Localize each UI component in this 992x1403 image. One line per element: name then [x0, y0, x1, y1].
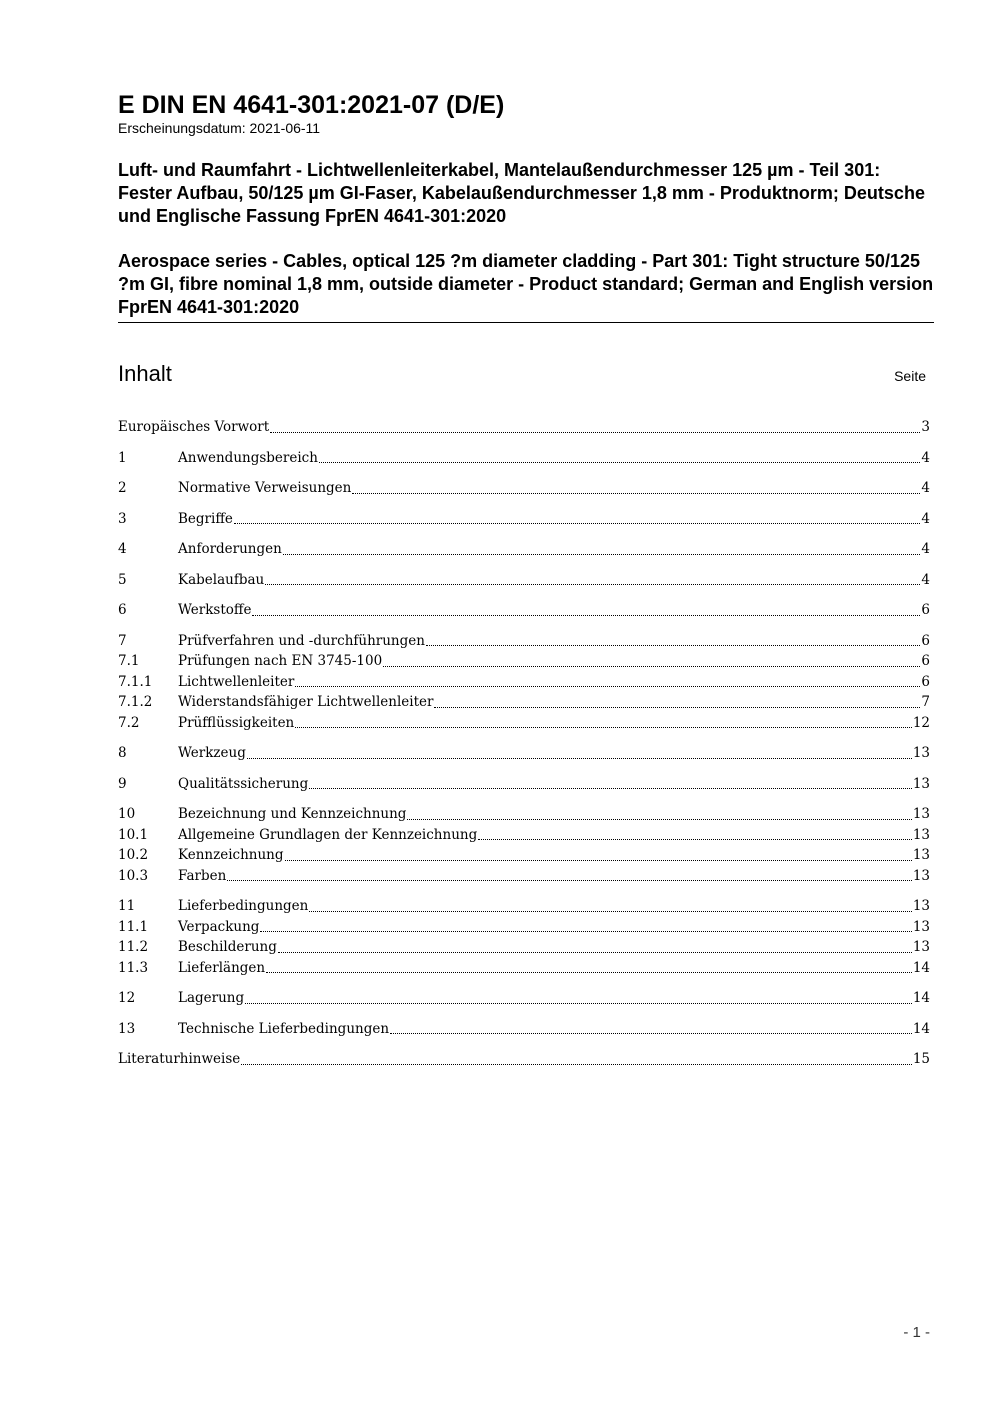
toc-entry-number: 6	[118, 602, 127, 618]
toc-entry-page: 6	[921, 673, 930, 690]
toc-leader-dots	[234, 523, 921, 524]
toc-leader-dots	[260, 931, 911, 932]
document-id: E DIN EN 4641-301:2021-07 (D/E)	[118, 91, 505, 119]
toc-entry-10[interactable]	[118, 804, 930, 825]
toc-entry-number: 13	[118, 1020, 136, 1037]
toc-entry-page: 14	[912, 959, 930, 976]
toc-entry-label: Lieferbedingungen	[178, 898, 309, 914]
toc-entry-10-3[interactable]	[118, 866, 930, 887]
toc-entry-number: 8	[118, 745, 127, 761]
toc-entry-11-1[interactable]	[118, 917, 930, 938]
toc-entry-9[interactable]	[118, 774, 930, 795]
toc-entry-label: Widerstandsfähiger Lichtwellenleiter	[178, 694, 434, 710]
toc-entry-label: Normative Verweisungen	[178, 480, 352, 496]
toc-leader-dots	[283, 554, 921, 555]
toc-entry-7-1-1[interactable]	[118, 672, 930, 693]
toc-leader-dots	[241, 1064, 912, 1065]
toc-entry-11-3[interactable]	[118, 958, 930, 979]
toc-entry-7-2[interactable]	[118, 713, 930, 734]
toc-entry-label: Anwendungsbereich	[178, 449, 318, 466]
toc-entry-page: 13	[912, 775, 930, 792]
toc-entry-number: 11.3	[118, 959, 149, 976]
toc-entry-page: 13	[912, 939, 930, 955]
toc-entry-label: Lagerung	[178, 990, 245, 1006]
toc-entry-page: 6	[921, 602, 930, 618]
toc-leader-dots	[478, 839, 912, 840]
toc-entry-number: 7.1	[118, 653, 140, 669]
toc-entry-7-1[interactable]	[118, 651, 930, 672]
toc-leader-dots	[285, 860, 912, 861]
toc-entry-7[interactable]	[118, 631, 930, 652]
toc-title: Inhalt	[118, 361, 172, 386]
toc-entry-11[interactable]	[118, 896, 930, 917]
toc-entry-label: Prüfungen nach EN 3745-100	[178, 653, 383, 669]
toc-leader-dots	[295, 686, 920, 687]
toc-entry-number: 10.3	[118, 867, 149, 884]
toc-entry-label: Lieferlängen	[178, 959, 266, 976]
toc-entry-page: 4	[921, 541, 930, 557]
toc-leader-dots	[252, 615, 920, 616]
toc-entry-2[interactable]	[118, 478, 930, 499]
toc-entry-number: 11.1	[118, 918, 149, 935]
toc-entry-7-1-2[interactable]	[118, 692, 930, 713]
toc-entry-number: 7.1.2	[118, 694, 153, 710]
toc-entry-number: 5	[118, 571, 127, 588]
toc-entry-page: 4	[921, 571, 930, 588]
toc-entry-page: 6	[921, 632, 930, 649]
toc-entry-page: 15	[912, 1051, 930, 1067]
toc-leader-dots	[265, 584, 920, 585]
toc-entry-number: 10.2	[118, 847, 149, 863]
toc-entry-label: Literaturhinweise	[118, 1051, 241, 1067]
toc-entry-1[interactable]	[118, 448, 930, 469]
toc-entry-label: Beschilderung	[178, 939, 277, 955]
toc-entry-number: 12	[118, 990, 136, 1006]
toc-entry-label: Werkstoffe	[178, 602, 252, 618]
toc-entry-3[interactable]	[118, 509, 930, 530]
toc-entry-12[interactable]	[118, 988, 930, 1009]
toc-entry-page: 13	[912, 867, 930, 884]
toc-entry-label: Farben	[178, 867, 227, 884]
toc-entry-number: 7.1.1	[118, 673, 153, 690]
toc-entry-page: 4	[921, 510, 930, 527]
toc-leader-dots	[245, 1003, 912, 1004]
toc-entry-page: 14	[912, 990, 930, 1006]
toc-leader-dots	[309, 911, 911, 912]
toc-entry-10-1[interactable]	[118, 825, 930, 846]
toc-entry-page: 4	[921, 449, 930, 466]
toc-entry-label: Verpackung	[178, 918, 260, 935]
title-english: Aerospace series - Cables, optical 125 ?m diameter cladding - Part 301: Tight structure 50/125 ?m GI, fibre nominal 1,8 mm, outside diameter - Product standard; German and English version FprEN 4641-301:2020	[118, 250, 934, 323]
toc-heading	[118, 360, 926, 390]
toc-entry-10-2[interactable]	[118, 845, 930, 866]
toc-entry-number: 7	[118, 632, 127, 649]
toc-entry-5[interactable]	[118, 570, 930, 591]
toc-entry-8[interactable]	[118, 743, 930, 764]
toc-leader-dots	[426, 645, 920, 646]
toc-entry-number: 11	[118, 898, 136, 914]
toc-entry-label: Werkzeug	[178, 745, 246, 761]
toc-entry-13[interactable]	[118, 1019, 930, 1040]
toc-entry-page: 7	[921, 694, 930, 710]
toc-entry-page: 14	[912, 1020, 930, 1037]
title-german: Luft- und Raumfahrt - Lichtwellenleiterkabel, Mantelaußendurchmesser 125 µm - Teil 301: Fester Aufbau, 50/125 µm GI-Faser, Kabelaußendurchmesser 1,8 mm - Produktnorm; Deutsche und Englische Fassung FprEN 4641-301:2020	[118, 160, 925, 226]
toc-entry-label: Prüfverfahren und -durchführungen	[178, 632, 425, 649]
table-of-contents	[118, 417, 930, 1070]
toc-entry-label: Technische Lieferbedingungen	[178, 1020, 390, 1037]
toc-entry-6[interactable]	[118, 600, 930, 621]
toc-entry-page: 13	[912, 806, 930, 822]
toc-entry-page: 3	[921, 419, 930, 435]
toc-leader-dots	[295, 727, 912, 728]
toc-entry-page: 13	[912, 847, 930, 863]
toc-entry-label: Lichtwellenleiter	[178, 673, 295, 690]
toc-entry-number: 3	[118, 510, 127, 527]
toc-entry-number: 10	[118, 806, 136, 822]
toc-entry-label: Qualitätssicherung	[178, 775, 309, 792]
toc-entry-number: 7.2	[118, 714, 140, 731]
toc-entry-foreword[interactable]	[118, 417, 930, 438]
toc-entry-page: 6	[921, 653, 930, 669]
toc-entry-number: 11.2	[118, 939, 149, 955]
toc-entry-bibliography[interactable]	[118, 1049, 930, 1070]
toc-entry-label: Europäisches Vorwort	[118, 419, 270, 435]
toc-entry-page: 13	[912, 826, 930, 843]
toc-leader-dots	[352, 493, 920, 494]
toc-entry-label: Prüfflüssigkeiten	[178, 714, 295, 731]
toc-entry-number: 10.1	[118, 826, 149, 843]
toc-entry-label: Kennzeichnung	[178, 847, 284, 863]
toc-leader-dots	[434, 707, 920, 708]
toc-entry-page: 12	[912, 714, 930, 731]
toc-entry-page: 13	[912, 898, 930, 914]
toc-leader-dots	[407, 819, 911, 820]
toc-leader-dots	[270, 432, 920, 433]
toc-leader-dots	[278, 952, 912, 953]
toc-entry-label: Kabelaufbau	[178, 571, 265, 588]
publication-date: Erscheinungsdatum: 2021-06-11	[118, 120, 321, 136]
toc-leader-dots	[266, 972, 912, 973]
toc-entry-page: 13	[912, 745, 930, 761]
toc-entry-label: Allgemeine Grundlagen der Kennzeichnung	[178, 826, 478, 843]
toc-leader-dots	[309, 788, 912, 789]
toc-entry-number: 4	[118, 541, 127, 557]
toc-entry-number: 2	[118, 480, 127, 496]
toc-leader-dots	[319, 462, 920, 463]
toc-leader-dots	[247, 758, 912, 759]
toc-entry-page: 13	[912, 918, 930, 935]
toc-leader-dots	[383, 666, 920, 667]
toc-leader-dots	[227, 880, 912, 881]
document-header	[118, 90, 934, 323]
page-number: - 1 -	[903, 1324, 930, 1341]
toc-page-label: Seite	[894, 368, 926, 384]
toc-entry-4[interactable]	[118, 539, 930, 560]
toc-entry-number: 1	[118, 449, 127, 466]
toc-entry-label: Anforderungen	[178, 541, 282, 557]
toc-leader-dots	[390, 1033, 912, 1034]
toc-entry-label: Bezeichnung und Kennzeichnung	[178, 806, 407, 822]
toc-entry-number: 9	[118, 775, 127, 792]
toc-entry-page: 4	[921, 480, 930, 496]
toc-entry-11-2[interactable]	[118, 937, 930, 958]
toc-entry-label: Begriffe	[178, 510, 233, 527]
